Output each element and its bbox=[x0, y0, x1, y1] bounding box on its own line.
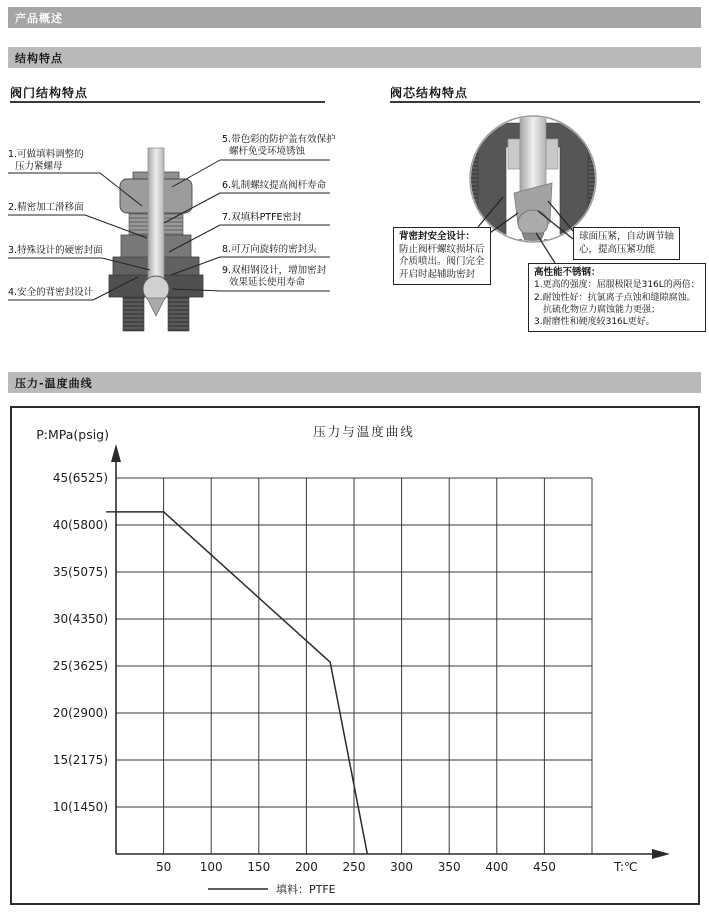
section-title-structure-features: 结构特点 bbox=[15, 51, 63, 65]
ptfe-curve bbox=[116, 512, 367, 854]
section-bar-pt-curve bbox=[8, 372, 701, 393]
valve-callout-3: 3.特殊设计的硬密封面 bbox=[8, 245, 103, 256]
core-bottom-left bbox=[490, 239, 522, 269]
svg-text:20(2900): 20(2900) bbox=[52, 706, 108, 720]
section-title-pt-curve: 压力-温度曲线 bbox=[15, 376, 93, 390]
y-axis-arrow-icon bbox=[111, 444, 121, 462]
svg-text:45(6525): 45(6525) bbox=[52, 471, 108, 485]
core-packing-right bbox=[546, 139, 558, 169]
valve-body-group bbox=[109, 148, 203, 331]
valve-callout-5: 5.带色彩的防护盖有效保护 螺杆免受环境锈蚀 bbox=[222, 134, 336, 157]
x-axis-arrow-icon bbox=[652, 849, 670, 859]
core-heading-rule bbox=[390, 101, 700, 103]
sphere-callout-box: 球面压紧，自动调节轴 心，提高压紧功能 bbox=[573, 227, 680, 260]
legend-label: 填料：PTFE bbox=[276, 883, 336, 896]
x-axis-label: T:℃ bbox=[614, 860, 638, 874]
valve-bottom-thread-left bbox=[123, 297, 144, 331]
core-diagram bbox=[360, 105, 709, 360]
core-seal-ball bbox=[518, 210, 548, 236]
svg-text:450: 450 bbox=[532, 860, 556, 874]
pt-chart-panel bbox=[10, 406, 700, 905]
svg-text:15(2175): 15(2175) bbox=[52, 753, 108, 767]
steel-callout-box: 高性能不锈钢： 1.更高的强度：屈服极限是316L的两倍； 2.耐蚀性好：抗氯离子点蚀和缝隙腐蚀。 抗硫化物应力腐蚀能力更强； 3.耐磨性和硬度较316L更好。 bbox=[528, 263, 706, 332]
svg-text:150: 150 bbox=[247, 860, 271, 874]
svg-text:25(3625): 25(3625) bbox=[52, 659, 108, 673]
valve-callout-6: 6.轧制螺纹提高阀杆寿命 bbox=[222, 180, 327, 191]
valve-callout-4: 4.安全的背密封设计 bbox=[8, 287, 94, 298]
y-axis-label: P:MPa(psig) bbox=[36, 427, 109, 442]
chart-title: 压力与温度曲线 bbox=[313, 424, 415, 439]
core-packing-left bbox=[508, 139, 520, 169]
svg-text:300: 300 bbox=[390, 860, 414, 874]
valve-stem bbox=[148, 148, 164, 283]
pressure-temperature-chart bbox=[12, 408, 698, 903]
backseal-callout-box: 背密封安全设计： 防止阀杆螺纹损坏后 介质喷出。阀门完全 开启时起辅助密封 bbox=[393, 227, 491, 285]
valve-callout-1: 1.可做填料调整的 压力紧螺母 bbox=[8, 149, 84, 172]
svg-text:350: 350 bbox=[437, 860, 461, 874]
core-structure-heading: 阀芯结构特点 bbox=[390, 86, 469, 100]
svg-text:35(5075): 35(5075) bbox=[52, 565, 108, 579]
valve-structure-heading: 阀门结构特点 bbox=[10, 86, 89, 100]
svg-text:400: 400 bbox=[485, 860, 509, 874]
section-title-product-overview: 产品概述 bbox=[15, 11, 63, 25]
valve-heading-rule bbox=[10, 101, 325, 103]
section-bar-structure-features bbox=[8, 47, 701, 68]
svg-text:10(1450): 10(1450) bbox=[52, 800, 108, 814]
svg-text:100: 100 bbox=[199, 860, 223, 874]
section-bar-product-overview bbox=[8, 7, 701, 28]
valve-diagram bbox=[0, 105, 360, 360]
valve-bottom-thread-right bbox=[168, 297, 189, 331]
svg-text:250: 250 bbox=[342, 860, 366, 874]
svg-text:40(5800): 40(5800) bbox=[52, 518, 108, 532]
valve-callout-9: 9.双相钢设计，增加密封 效果延长使用寿命 bbox=[222, 265, 327, 288]
svg-text:30(4350): 30(4350) bbox=[52, 612, 108, 626]
chart-grid bbox=[53, 471, 592, 874]
valve-callout-8: 8.可万向旋转的密封头 bbox=[222, 244, 317, 255]
valve-needle-tip bbox=[147, 298, 165, 316]
valve-callout-7: 7.双填料PTFE密封 bbox=[222, 212, 302, 223]
svg-text:200: 200 bbox=[294, 860, 318, 874]
valve-callout-2: 2.精密加工滑移面 bbox=[8, 202, 84, 213]
svg-text:50: 50 bbox=[155, 860, 172, 874]
